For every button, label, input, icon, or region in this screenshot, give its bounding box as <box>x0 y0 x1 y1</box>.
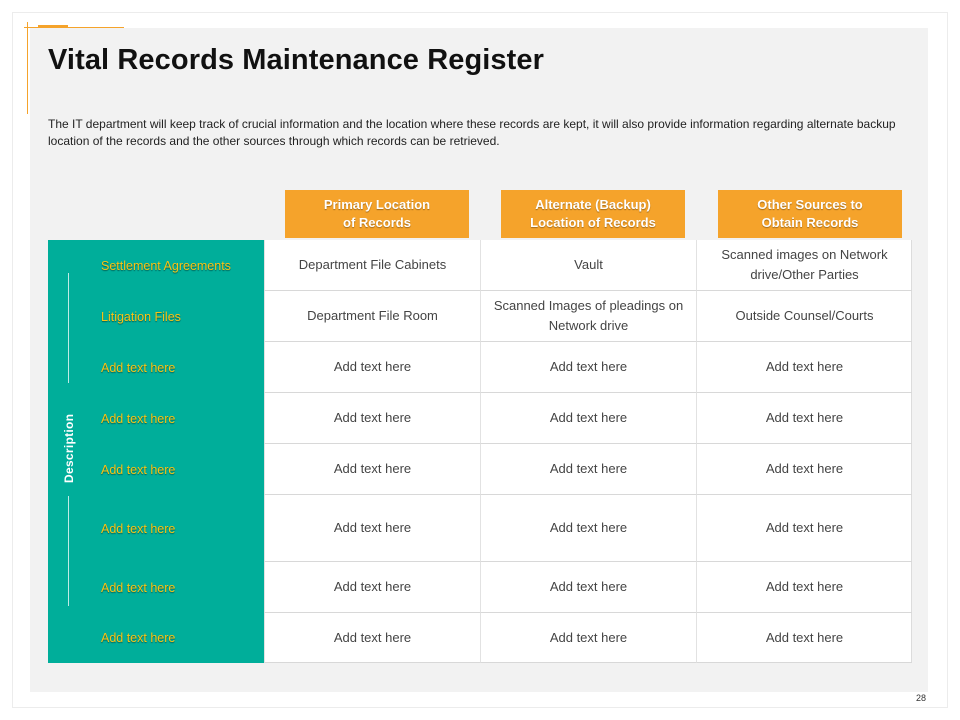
row-label: Litigation Files <box>101 309 181 324</box>
table-cell: Vault <box>480 240 696 291</box>
column-header-alternate-location <box>501 190 685 238</box>
column-header-line: Primary Location <box>323 197 431 212</box>
table-cell: Add text here <box>696 613 912 663</box>
page-title: Vital Records Maintenance Register <box>48 44 545 76</box>
table-row <box>48 291 912 342</box>
accent-bar <box>38 25 68 28</box>
table-cell: Add text here <box>480 562 696 613</box>
table-cell: Add text here <box>264 562 480 613</box>
column-header-line: of Records <box>343 215 411 230</box>
row-label: Add text here <box>101 462 176 477</box>
table-cell: Scanned images on Network drive/Other Parties <box>696 240 912 291</box>
row-label: Settlement Agreements <box>101 258 231 273</box>
table-row <box>48 342 912 393</box>
table-cell: Add text here <box>696 342 912 393</box>
row-label: Add text here <box>101 411 176 426</box>
table-cell: Add text here <box>264 613 480 663</box>
column-header-other-sources <box>718 190 902 238</box>
column-header-primary-location <box>285 190 469 238</box>
table-cell: Scanned Images of pleadings on Network drive <box>480 291 696 342</box>
description-label: Description <box>62 413 76 483</box>
row-label: Add text here <box>101 580 176 595</box>
table-cell: Outside Counsel/Courts <box>696 291 912 342</box>
table-cell: Add text here <box>264 342 480 393</box>
table-row <box>48 240 912 291</box>
table-cell: Add text here <box>264 444 480 495</box>
table-row <box>48 393 912 444</box>
column-header-line: Other Sources to <box>757 197 863 212</box>
table-cell: Add text here <box>480 613 696 663</box>
column-header-line: Location of Records <box>530 215 656 230</box>
row-label: Add text here <box>101 521 176 536</box>
table-cell: Add text here <box>696 444 912 495</box>
table-cell: Add text here <box>264 495 480 562</box>
accent-line-vertical <box>27 22 28 114</box>
table-cell: Add text here <box>696 495 912 562</box>
column-header-line: Alternate (Backup) <box>535 197 651 212</box>
table-cell: Add text here <box>480 444 696 495</box>
table-row <box>48 495 912 562</box>
row-label: Add text here <box>101 631 176 645</box>
table-row <box>48 613 912 663</box>
table-cell: Add text here <box>480 342 696 393</box>
table-row <box>48 562 912 613</box>
table-cell: Department File Room <box>264 291 480 342</box>
table-cell: Add text here <box>480 495 696 562</box>
page-intro: The IT department will keep track of crucial information and the location where these records are kept, it will also provide information regarding alternate backup location of the records and the other sources through which records can be retrieved. <box>48 117 896 148</box>
row-label: Add text here <box>101 360 176 375</box>
table-cell: Department File Cabinets <box>264 240 480 291</box>
column-header-line: Obtain Records <box>761 215 859 230</box>
table-cell: Add text here <box>696 393 912 444</box>
table-cell: Add text here <box>264 393 480 444</box>
table-cell: Add text here <box>696 562 912 613</box>
table-row <box>48 444 912 495</box>
page-number: 28 <box>916 693 927 703</box>
table-cell: Add text here <box>480 393 696 444</box>
